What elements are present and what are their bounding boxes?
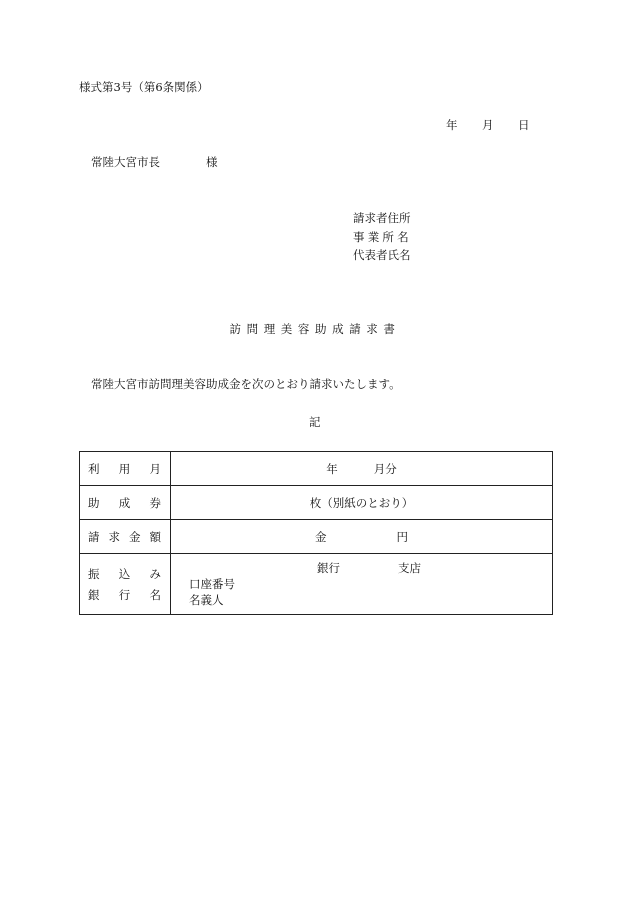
bank-name-label: 銀行 (317, 561, 340, 575)
label-char: 行 (118, 587, 131, 602)
usage-month: 月分 (373, 461, 397, 476)
requester-address-label: 請求者住所 (353, 211, 411, 225)
coupon-value: 枚（別紙のとおり） (309, 495, 414, 510)
label-char: 用 (118, 461, 131, 476)
usage-month-label (80, 452, 171, 486)
document-title: 訪問理美容助成請求書 (229, 322, 401, 336)
bank-branch-line (317, 563, 421, 575)
date-line (446, 120, 530, 132)
date-month: 月 (482, 118, 494, 132)
amount-yen: 円 (396, 529, 408, 544)
label-char: 求 (108, 529, 120, 544)
table-row-usage-month (80, 452, 553, 486)
request-table (79, 451, 553, 615)
body-text: 常陸大宮市訪問理美容助成金を次のとおり請求いたします。 (91, 377, 401, 391)
account-holder-label: 名義人 (189, 593, 224, 607)
amount-label (80, 520, 171, 554)
label-char: 込 (118, 566, 131, 581)
label-char: 振 (88, 566, 100, 581)
usage-year: 年 (326, 461, 338, 476)
label-char: 金 (129, 529, 141, 544)
date-day: 日 (518, 118, 530, 132)
requester-representative-label: 代表者氏名 (353, 248, 411, 262)
label-char: 月 (149, 461, 161, 476)
label-char: 成 (118, 495, 131, 510)
ki-marker: 記 (309, 415, 321, 429)
usage-month-field[interactable] (171, 452, 553, 486)
coupon-field[interactable] (171, 486, 553, 520)
bank-label (80, 554, 171, 615)
amount-field[interactable] (171, 520, 553, 554)
form-number: 様式第3号（第6条関係） (79, 80, 209, 94)
amount-kin: 金 (315, 529, 327, 544)
label-char: 額 (149, 529, 161, 544)
table-row-bank (80, 554, 553, 615)
label-char: 助 (88, 495, 100, 510)
coupon-label (80, 486, 171, 520)
addressee (91, 157, 218, 169)
label-char: み (149, 566, 161, 581)
label-char: 請 (88, 529, 100, 544)
label-char: 利 (88, 461, 100, 476)
table-row-coupon (80, 486, 553, 520)
label-char: 銀 (88, 587, 100, 602)
account-number-label: 口座番号 (189, 577, 235, 591)
branch-label: 支店 (398, 561, 421, 575)
requester-office-label: 事業所名 (353, 230, 412, 244)
date-year: 年 (446, 118, 458, 132)
addressee-name: 常陸大宮市長 (91, 155, 160, 169)
table-row-amount (80, 520, 553, 554)
label-char: 名 (149, 587, 161, 602)
addressee-honorific: 様 (206, 155, 218, 169)
bank-field[interactable] (171, 554, 553, 615)
label-char: 券 (149, 495, 161, 510)
